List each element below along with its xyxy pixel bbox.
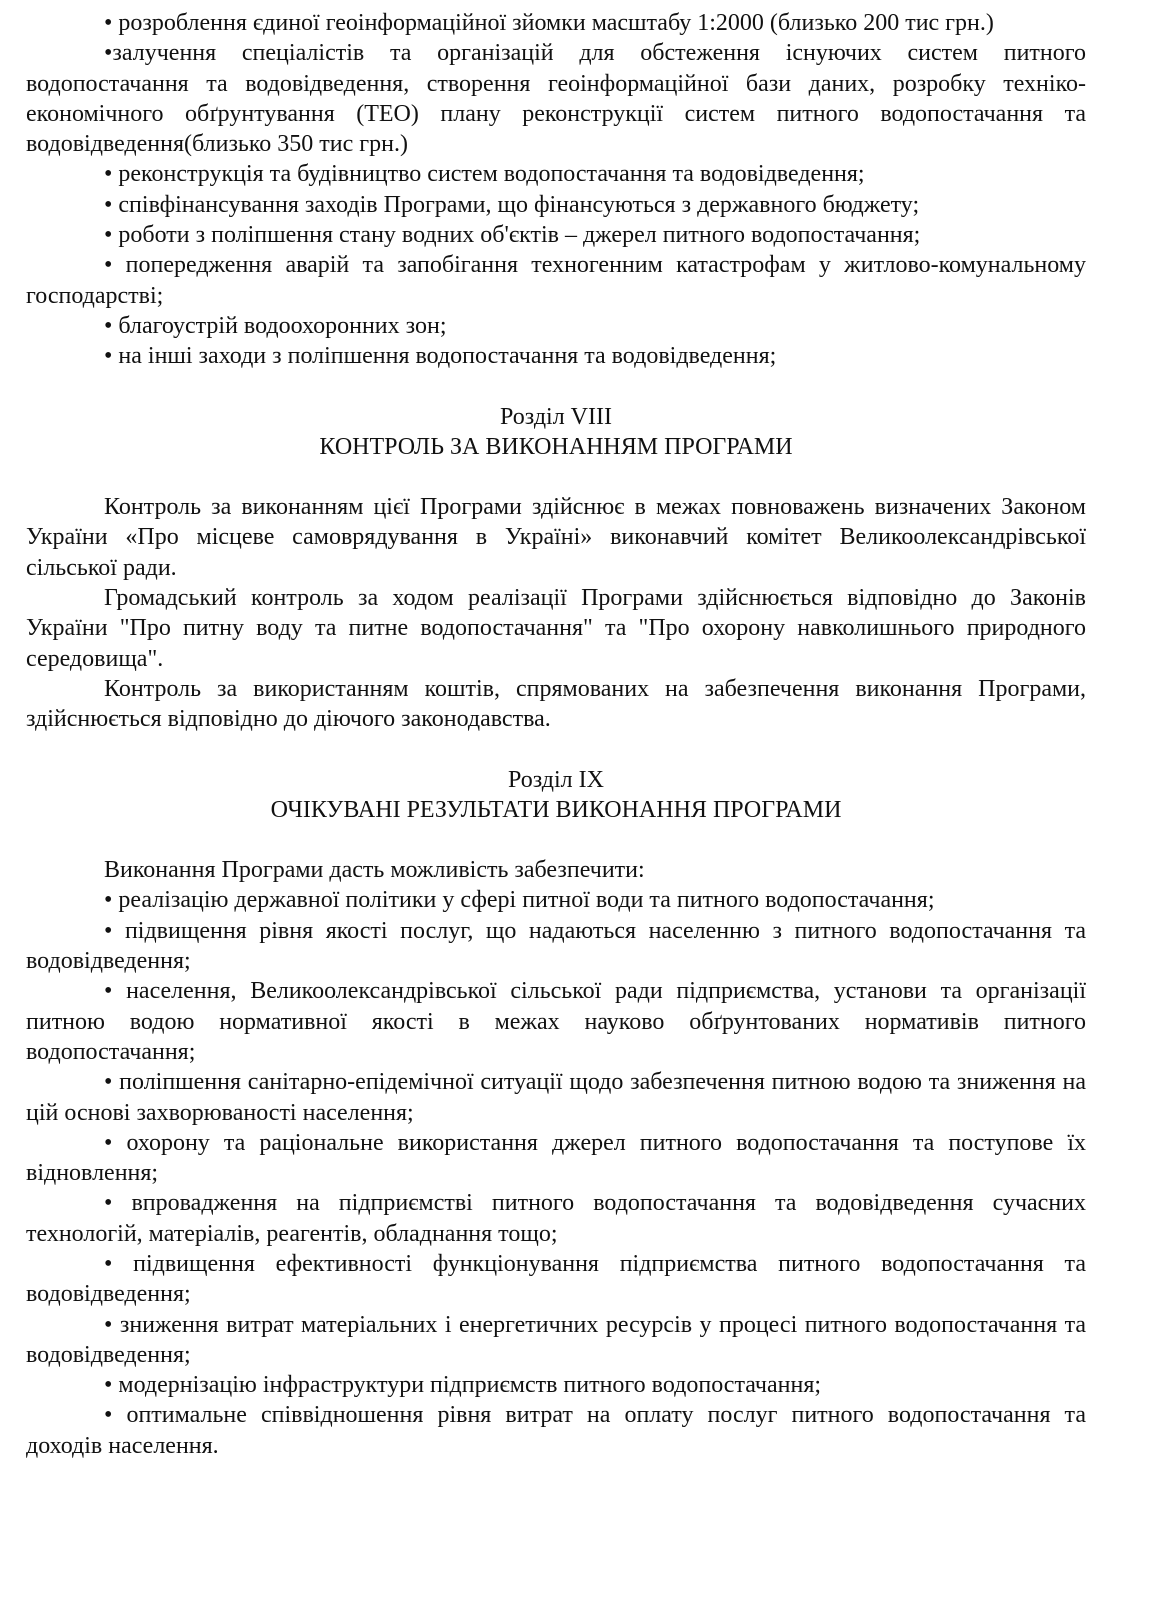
list-item: • реалізацію державної політики у сфері питної води та питного водопостачання; — [104, 887, 935, 914]
document-page — [26, 8, 1086, 1461]
list-item: •залучення спеціалістів та організацій для обстеження існуючих систем питного водопостачання та водовідведення, створення геоінформаційної бази даних, розробку техніко-економічного обґрунтування (ТЕО) плану реконструкції систем питного водопостачання та водовідведення(близько 350 тис грн.) — [26, 40, 1086, 158]
paragraph: Громадський контроль за ходом реалізації Програми здійснюється відповідно до Законів України "Про питну воду та питне водопостачання" та "Про охорону навколишнього природного середовища". — [26, 585, 1086, 672]
list-item: • охорону та раціональне використання джерел питного водопостачання та поступове їх відновлення; — [26, 1129, 1086, 1187]
list-item: • співфінансування заходів Програми, що фінансуються з державного бюджету; — [104, 191, 920, 218]
list-item: • підвищення рівня якості послуг, що надаються населенню з питного водопостачання та водовідведення; — [26, 917, 1086, 975]
list-item: • зниження витрат матеріальних і енергетичних ресурсів у процесі питного водопостачання та водовідведення; — [26, 1311, 1086, 1368]
section-title: ОЧІКУВАНІ РЕЗУЛЬТАТИ ВИКОНАННЯ ПРОГРАМИ — [270, 796, 842, 823]
paragraph: Виконання Програми дасть можливість забезпечити: — [104, 857, 645, 884]
list-item: • на інші заходи з поліпшення водопостачання та водовідведення; — [104, 343, 777, 370]
section-number: Розділ IX — [508, 766, 604, 793]
list-item: • оптимальне співвідношення рівня витрат на оплату послуг питного водопостачання та доходів населення. — [26, 1402, 1086, 1459]
list-item: • благоустрій водоохоронних зон; — [104, 312, 447, 339]
list-item: • попередження аварій та запобігання техногенним катастрофам у житлово-комунальному господарстві; — [26, 252, 1086, 309]
list-item: • впровадження на підприємстві питного водопостачання та водовідведення сучасних технологій, матеріалів, реагентів, обладнання тощо; — [26, 1190, 1086, 1247]
paragraph: Контроль за використанням коштів, спрямованих на забезпечення виконання Програми, здійснюється відповідно до діючого законодавства. — [26, 675, 1086, 733]
paragraph: Контроль за виконанням цієї Програми здійснює в межах повноважень визначених Законом України «Про місцеве самоврядування в Україні» виконавчий комітет Великоолександрівської сільської ради. — [26, 494, 1086, 581]
section-number: Розділ VIII — [500, 403, 612, 430]
list-item: • роботи з поліпшення стану водних об'єктів – джерел питного водопостачання; — [104, 222, 921, 249]
list-item: • населення, Великоолександрівської сільської ради підприємства, установи та організації питною водою нормативної якості в межах науково обґрунтованих нормативів питного водопостачання; — [26, 978, 1086, 1065]
section-title: КОНТРОЛЬ ЗА ВИКОНАННЯМ ПРОГРАМИ — [319, 433, 793, 460]
list-item: • поліпшення санітарно-епідемічної ситуації щодо забезпечення питною водою та зниження на цій основі захворюваності населення; — [26, 1069, 1086, 1126]
list-item: • підвищення ефективності функціонування підприємства питного водопостачання та водовідведення; — [26, 1250, 1086, 1308]
list-item: • розроблення єдиної геоінформаційної зйомки масштабу 1:2000 (близько 200 тис грн.) — [104, 10, 994, 36]
list-item: • модернізацію інфраструктури підприємств питного водопостачання; — [104, 1372, 822, 1399]
list-item: • реконструкція та будівництво систем водопостачання та водовідведення; — [104, 161, 865, 188]
